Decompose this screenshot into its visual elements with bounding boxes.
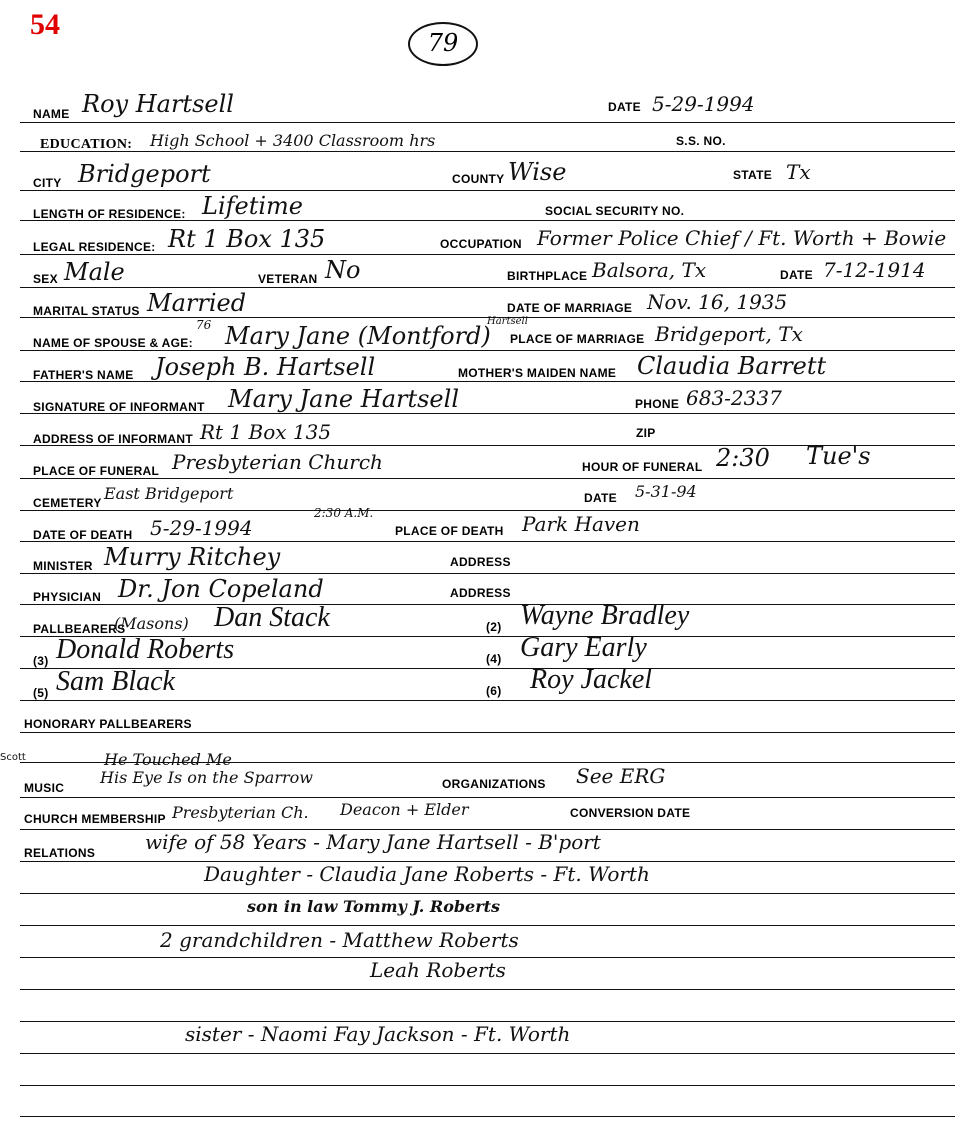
marital-status-value: Married [147,289,247,317]
veteran-label: VETERAN [258,272,318,286]
spouse-note: Hartsell [487,316,528,327]
record-number-circle: 79 [408,22,478,66]
rule-line [20,151,955,152]
place-of-death-value: Park Haven [522,512,640,536]
veteran-value: No [325,256,361,284]
address-informant-value: Rt 1 Box 135 [200,420,332,444]
city-label: CITY [33,176,62,190]
rule-line [20,1053,955,1054]
education-label: EDUCATION: [40,137,133,152]
pallbearer-2: Wayne Bradley [520,600,690,631]
pallbearers-label: PALLBEARERS [33,622,126,636]
length-of-residence-value: Lifetime [202,192,303,220]
music-value-1: He Touched Me [104,750,232,769]
city-value: Bridgeport [78,160,211,188]
rule-line [20,1116,955,1117]
place-of-marriage-value: Bridgeport, Tx [655,322,803,346]
funeral-date-value: 5-31-94 [635,482,697,501]
legal-residence-label: LEGAL RESIDENCE: [33,240,156,254]
relation-line: 2 grandchildren - Matthew Roberts [160,928,519,952]
birthplace-label: BIRTHPLACE [507,269,588,283]
rule-line [20,350,955,351]
rule-line [20,190,955,191]
pallbearer-1: Dan Stack [214,602,330,633]
mother-label: MOTHER'S MAIDEN NAME [458,366,617,380]
margin-note [0,907,1,987]
rule-line [20,381,955,382]
spouse-label: NAME OF SPOUSE & AGE: [33,336,193,350]
rule-line [20,1085,955,1086]
physician-value: Dr. Jon Copeland [118,575,324,603]
conversion-date-label: CONVERSION DATE [570,806,691,820]
rule-line [20,604,955,605]
pallbearer-4: Gary Early [520,632,647,663]
music-note: Scott [0,752,26,763]
zip-label: ZIP [636,426,656,440]
hour-of-funeral-label: HOUR OF FUNERAL [582,460,703,474]
place-of-funeral-label: PLACE OF FUNERAL [33,464,160,478]
church-membership-value: Presbyterian Ch. [172,803,309,822]
birth-date-value: 7-12-1914 [823,258,926,282]
pallbearer-3-label: (3) [33,654,49,668]
rule-line [20,573,955,574]
death-time-value: 2:30 A.M. [314,506,374,520]
mother-value: Claudia Barrett [637,352,827,380]
funeral-date-label: DATE [584,491,617,505]
ss-no-label: S.S. NO. [676,134,726,148]
date-of-death-value: 5-29-1994 [150,516,253,540]
minister-label: MINISTER [33,559,93,573]
rule-line [20,989,955,990]
relation-line: sister - Naomi Fay Jackson - Ft. Worth [185,1022,571,1046]
rule-line [20,541,955,542]
rule-line [20,700,955,701]
social-security-label: SOCIAL SECURITY NO. [545,204,685,218]
pallbearer-4-label: (4) [486,652,502,666]
phone-value: 683-2337 [686,386,782,410]
signature-label: SIGNATURE OF INFORMANT [33,400,205,414]
birth-date-label: DATE [780,268,813,282]
rule-line [20,478,955,479]
place-of-death-label: PLACE OF DEATH [395,524,504,538]
name-label: NAME [33,107,70,121]
relation-line: Leah Roberts [370,958,506,982]
physician-label: PHYSICIAN [33,590,102,604]
pallbearer-2-label: (2) [486,620,502,634]
church-role-value: Deacon + Elder [340,800,469,819]
rule-line [20,287,955,288]
state-label: STATE [733,168,773,182]
relation-line: son in law Tommy J. Roberts [247,897,501,916]
rule-line [20,732,955,733]
spouse-value: Mary Jane (Montford) [225,322,491,350]
rule-line [20,510,955,511]
county-label: COUNTY [452,172,505,186]
rule-line [20,254,955,255]
place-of-funeral-value: Presbyterian Church [172,450,383,474]
place-of-marriage-label: PLACE OF MARRIAGE [510,332,645,346]
rule-line [20,122,955,123]
father-value: Joseph B. Hartsell [155,353,376,381]
address-informant-label: ADDRESS OF INFORMANT [33,432,193,446]
spouse-age-value: 76 [196,318,212,332]
relation-line: wife of 58 Years - Mary Jane Hartsell - B'port [145,830,601,854]
pallbearer-6-label: (6) [486,684,502,698]
cemetery-value: East Bridgeport [104,484,234,503]
relation-line: Daughter - Claudia Jane Roberts - Ft. Worth [204,862,650,886]
cemetery-label: CEMETERY [33,496,102,510]
pallbearer-6: Roy Jackel [530,664,653,695]
date-of-marriage-value: Nov. 16, 1935 [647,290,788,314]
rule-line [20,797,955,798]
occupation-label: OCCUPATION [440,237,522,251]
organizations-value: See ERG [576,764,666,788]
sex-label: SEX [33,272,58,286]
page-number: 54 [30,8,60,41]
pallbearer-5-label: (5) [33,686,49,700]
funeral-day-value: Tue's [806,442,871,470]
music-label: MUSIC [24,781,65,795]
rule-line [20,925,955,926]
phone-label: PHONE [635,397,680,411]
relations-label: RELATIONS [24,846,96,860]
occupation-value: Former Police Chief / Ft. Worth + Bowie [537,226,947,250]
music-value-2: His Eye Is on the Sparrow [100,768,313,787]
date-value: 5-29-1994 [652,92,755,116]
minister-value: Murry Ritchey [104,543,281,571]
father-label: FATHER'S NAME [33,368,134,382]
organizations-label: ORGANIZATIONS [442,777,546,791]
date-label: DATE [608,100,641,114]
sex-value: Male [64,258,125,286]
pallbearer-5: Sam Black [56,666,175,697]
date-of-marriage-label: DATE OF MARRIAGE [507,301,633,315]
county-value: Wise [508,158,567,186]
pallbearers-note: (Masons) [114,614,189,633]
physician-address-label: ADDRESS [450,586,511,600]
church-membership-label: CHURCH MEMBERSHIP [24,812,166,826]
education-value: High School + 3400 Classroom hrs [150,131,436,150]
length-of-residence-label: LENGTH OF RESIDENCE: [33,207,186,221]
name-value: Roy Hartsell [82,90,234,118]
rule-line [20,893,955,894]
pallbearer-3: Donald Roberts [56,634,235,665]
state-value: Tx [786,160,811,184]
date-of-death-label: DATE OF DEATH [33,528,133,542]
honorary-pallbearers-label: HONORARY PALLBEARERS [24,717,192,731]
birthplace-value: Balsora, Tx [592,258,707,282]
minister-address-label: ADDRESS [450,555,511,569]
signature-value: Mary Jane Hartsell [228,385,459,413]
legal-residence-value: Rt 1 Box 135 [168,225,326,253]
hour-of-funeral-value: 2:30 [716,444,770,472]
marital-status-label: MARITAL STATUS [33,304,140,318]
